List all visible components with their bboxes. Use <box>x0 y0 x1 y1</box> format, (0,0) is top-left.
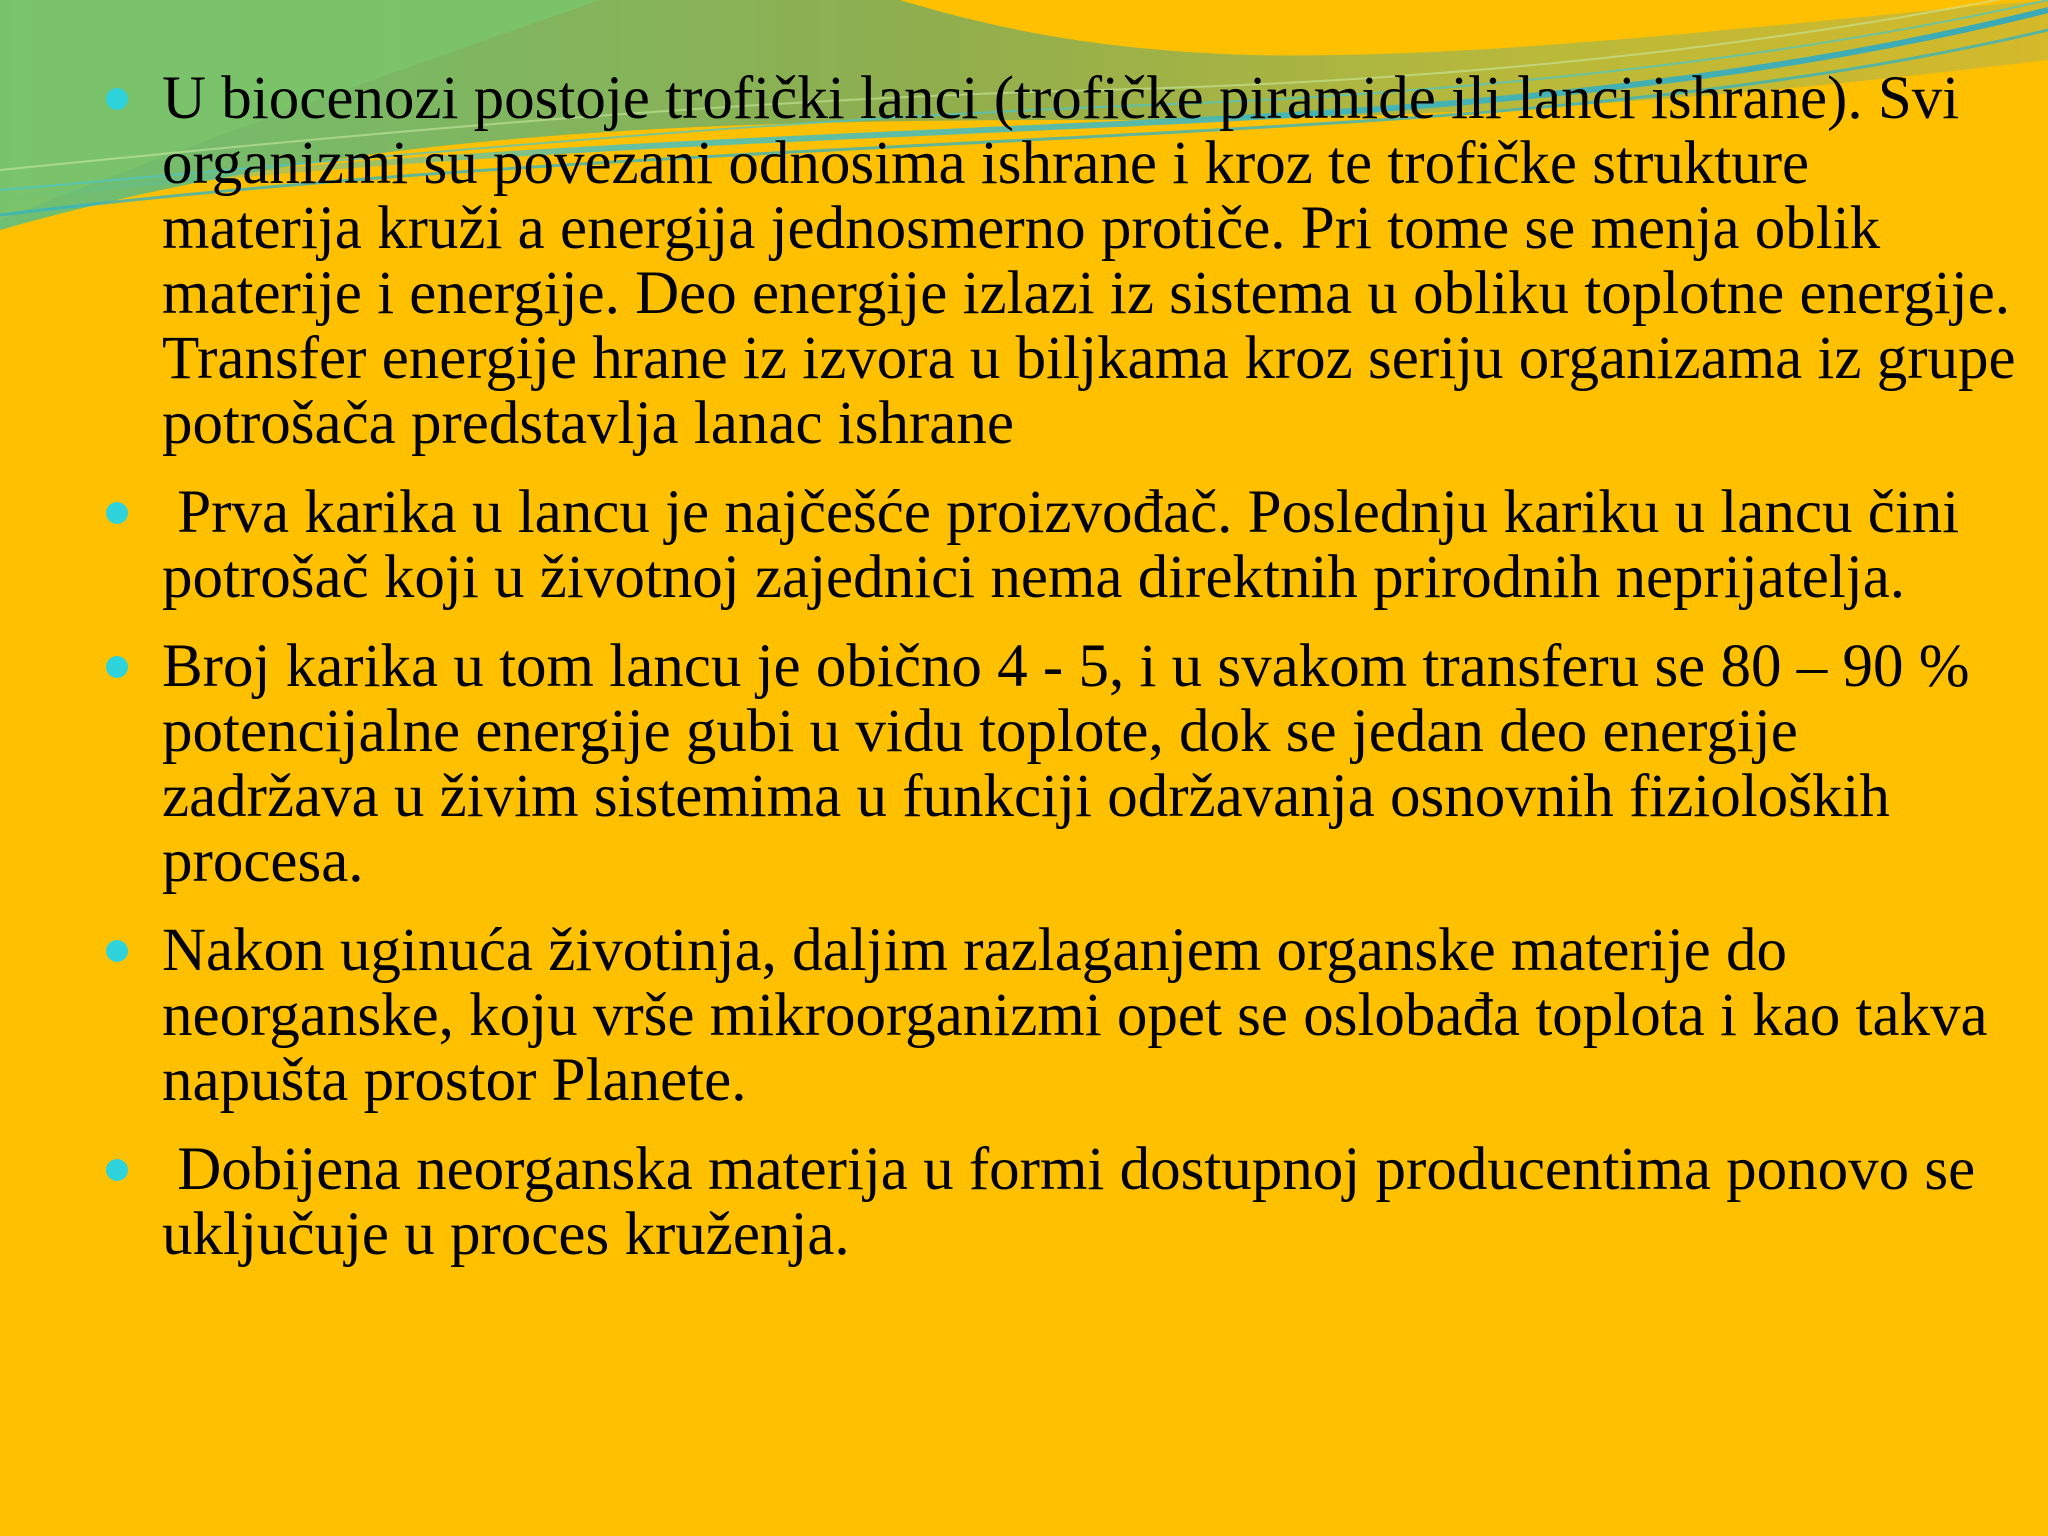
bullet-text: U biocenozi postoje trofički lanci (trofičke piramide ili lanci ishrane). Svi organizmi su povezani odnosima ishrane i kroz te trofičke strukture materija kruži a energija jednosmerno protiče. Pri tome se menja oblik materije i energije. Deo energije izlazi iz sistema u obliku toplotne energije. Transfer energije hrane iz izvora u biljkama kroz seriju organizama iz grupe potrošača predstavlja lanac ishrane <box>162 65 2016 457</box>
bullet-item <box>100 1137 2020 1267</box>
circle-bullet-icon <box>106 88 128 110</box>
circle-bullet-icon <box>106 1159 128 1181</box>
bullet-list <box>100 66 2020 1267</box>
bullet-text: Prva karika u lancu je najčešće proizvođač. Poslednju kariku u lancu čini potrošač koji u životnoj zajednici nema direktnih prirodnih neprijatelja. <box>162 479 1975 611</box>
bullet-item <box>100 66 2020 456</box>
bullet-text: Broj karika u tom lancu je obično 4 - 5, i u svakom transferu se 80 – 90 % potencijalne energije gubi u vidu toplote, dok se jedan deo energije zadržava u živim sistemima u funkciji održavanja osnovnih fizioloških procesa. <box>162 633 1970 895</box>
circle-bullet-icon <box>106 940 128 962</box>
bullet-item <box>100 480 2020 610</box>
bullet-text: Dobijena neorganska materija u formi dostupnoj producentima ponovo se uključuje u proces kruženja. <box>162 1136 1991 1268</box>
circle-bullet-icon <box>106 502 128 524</box>
bullet-item <box>100 634 2020 894</box>
bullet-item <box>100 918 2020 1113</box>
bullet-text: Nakon uginuća životinja, daljim razlaganjem organske materije do neorganske, koju vrše mikroorganizmi opet se oslobađa toplota i kao takva napušta prostor Planete. <box>162 917 1988 1114</box>
circle-bullet-icon <box>106 656 128 678</box>
slide-content <box>100 66 2020 1291</box>
